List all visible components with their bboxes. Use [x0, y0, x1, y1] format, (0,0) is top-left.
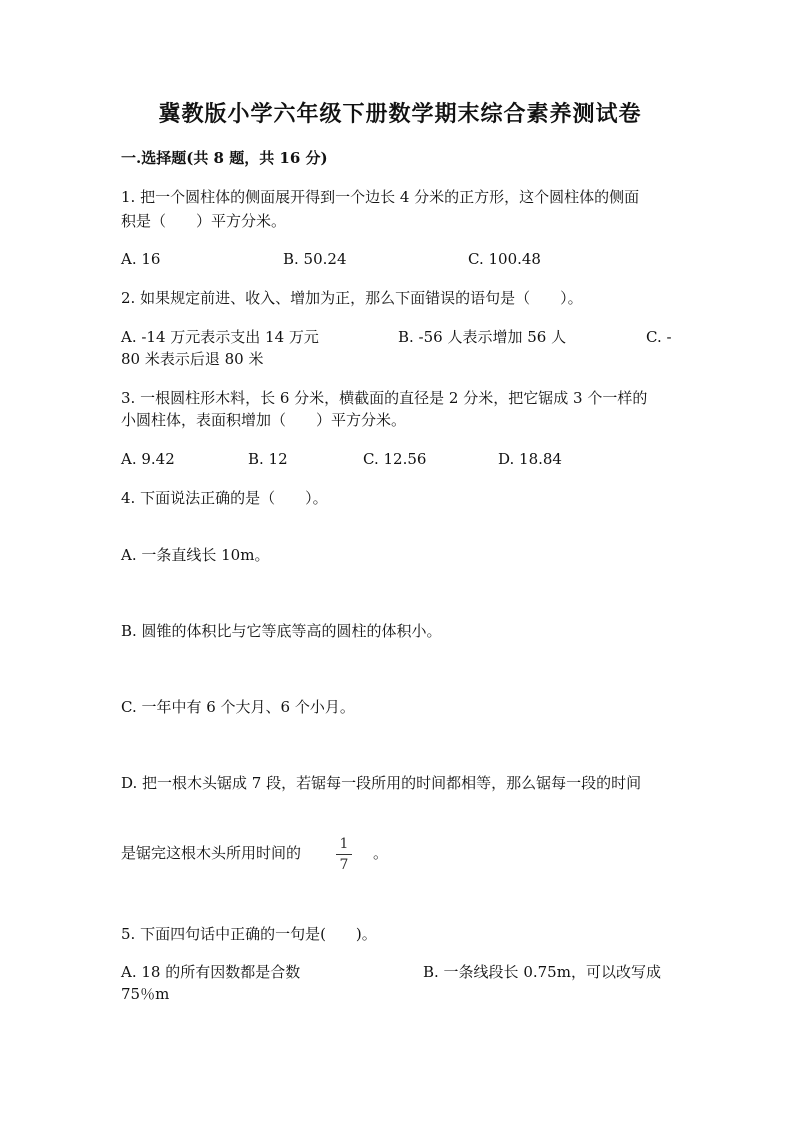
question-5-text: 5. 下面四句话中正确的一句是( )。 — [121, 925, 377, 943]
question-4-option-c: C. 一年中有 6 个大月、6 个小月。 — [121, 698, 355, 716]
question-2-text: 2. 如果规定前进、收入、增加为正，那么下面错误的语句是（ ）。 — [121, 289, 583, 307]
question-2-option-c-continued: 80 米表示后退 80 米 — [121, 350, 264, 368]
question-1-option-b: B. 50.24 — [283, 250, 347, 268]
question-2-option-b: B. -56 人表示增加 56 人 — [398, 328, 567, 346]
question-4-option-d-end: 。 — [373, 844, 389, 862]
page-title: 冀教版小学六年级下册数学期末综合素养测试卷 — [158, 101, 642, 127]
question-3-option-a: A. 9.42 — [121, 450, 175, 468]
question-4-option-b: B. 圆锥的体积比与它等底等高的圆柱的体积小。 — [121, 622, 442, 640]
fraction-bar — [336, 854, 352, 855]
question-3-option-d: D. 18.84 — [498, 450, 562, 468]
question-3-text-line-2: 小圆柱体，表面积增加（ ）平方分米。 — [121, 411, 407, 429]
question-5-option-a: A. 18 的所有因数都是合数 — [121, 963, 301, 981]
question-4-option-d: D. 把一根木头锯成 7 段，若锯每一段所用的时间都相等，那么锯每一段的时间 — [121, 774, 642, 792]
question-2-option-c: C. - — [646, 328, 672, 346]
question-1-text-line-2: 积是（ ）平方分米。 — [121, 212, 287, 230]
section-heading: 一.选择题(共 8 题，共 16 分) — [121, 149, 328, 167]
fraction-one-seventh — [336, 836, 352, 873]
question-1-option-c: C. 100.48 — [468, 250, 541, 268]
question-1-option-a: A. 16 — [121, 250, 161, 268]
question-4-option-d-continued: 是锯完这根木头所用时间的 — [121, 844, 302, 862]
question-4-text: 4. 下面说法正确的是（ ）。 — [121, 489, 328, 507]
question-3-option-c: C. 12.56 — [363, 450, 427, 468]
fraction-numerator: 1 — [339, 836, 349, 852]
question-3-text-line-1: 3. 一根圆柱形木料，长 6 分米，横截面的直径是 2 分米，把它锯成 3 个一样的 — [121, 389, 648, 407]
fraction-denominator: 7 — [339, 857, 349, 873]
question-2-option-a: A. -14 万元表示支出 14 万元 — [121, 328, 319, 346]
question-3-option-b: B. 12 — [248, 450, 288, 468]
question-1-text-line-1: 1. 把一个圆柱体的侧面展开得到一个边长 4 分米的正方形，这个圆柱体的侧面 — [121, 188, 640, 206]
question-5-option-b-continued: 75％m — [121, 985, 170, 1003]
question-4-option-a: A. 一条直线长 10m。 — [121, 546, 270, 564]
question-5-option-b: B. 一条线段长 0.75m，可以改写成 — [423, 963, 661, 981]
